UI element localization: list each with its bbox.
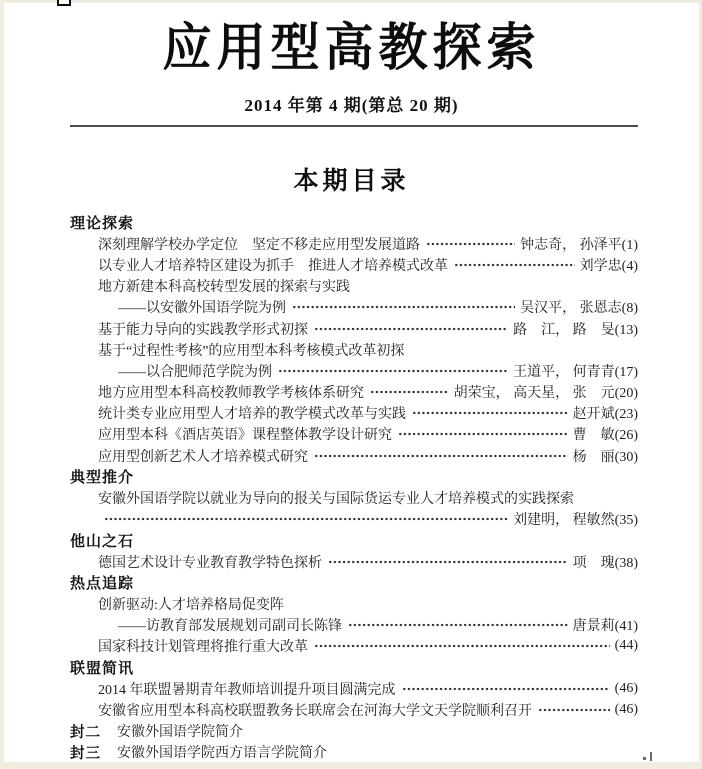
dot-leader	[104, 509, 508, 530]
entry-title: 地方新建本科高校转型发展的探索与实践	[98, 280, 350, 296]
toc-entry	[70, 551, 638, 572]
entry-authors: 曹 敏(26)	[572, 428, 638, 444]
entry-authors: 吴汉平， 张恩志(8)	[520, 301, 638, 317]
dot-leader	[402, 678, 610, 699]
entry-title: 应用型本科《酒店英语》课程整体教学设计研究	[98, 428, 392, 444]
journal-title: 应用型高教探索	[162, 19, 541, 77]
entry-title: 安徽省应用型本科高校联盟教务长联席会在河海大学文天学院顺利召开	[98, 703, 532, 719]
entry-title: 地方应用型本科高校教师教学考核体系研究	[98, 386, 364, 402]
toc-entry	[70, 487, 638, 508]
dot-leader	[292, 297, 515, 318]
dot-leader	[278, 360, 508, 381]
section-heading: 理论探索	[70, 215, 135, 233]
dot-leader	[314, 636, 610, 657]
cover-label: 封三	[70, 745, 101, 762]
entry-title: ——访教育部发展规划司副司长陈锋	[118, 619, 342, 635]
entry-authors: 刘学忠(4)	[579, 258, 638, 274]
cover-label: 封二	[70, 724, 101, 741]
scanned-page	[4, 3, 699, 762]
cover-text: 安徽外国语学院简介	[117, 725, 243, 741]
entry-title: 统计类专业应用型人才培养的教学模式改革与实践	[98, 407, 406, 423]
toc-entry	[70, 254, 638, 275]
issue-line: 2014 年第 4 期(第总 20 期)	[244, 96, 459, 115]
toc-entry	[70, 233, 638, 254]
entry-title: 以专业人才培养特区建设为抓手 推进人才培养模式改革	[98, 258, 448, 274]
scan-artifact-bottom	[643, 757, 646, 760]
entry-authors: (46)	[614, 680, 638, 696]
entry-title: 基于能力导向的实践教学形式初探	[98, 322, 308, 338]
entry-authors: 王道平， 何青青(17)	[513, 364, 638, 380]
entry-title: ——以安徽外国语学院为例	[118, 301, 286, 317]
header-rule	[70, 125, 638, 127]
entry-authors: (44)	[614, 638, 638, 654]
entry-authors: 钟志奇， 孙泽平(1)	[520, 237, 638, 253]
toc-entry	[70, 403, 638, 424]
toc-entry	[70, 678, 638, 699]
section-heading: 典型推介	[70, 469, 135, 487]
toc-entry	[70, 339, 638, 360]
dot-leader	[426, 233, 515, 254]
entry-authors: 杨 丽(30)	[572, 449, 638, 465]
toc-entry	[70, 445, 638, 466]
entry-title: 德国艺术设计专业教育教学特色探析	[98, 555, 322, 571]
entry-title: 国家科技计划管理将推行重大改革	[98, 640, 308, 656]
dot-leader	[412, 403, 568, 424]
section-heading: 他山之石	[70, 532, 135, 550]
dot-leader	[314, 445, 568, 466]
toc-entry	[70, 636, 638, 657]
toc-entry	[70, 509, 638, 530]
toc-body	[70, 212, 638, 763]
entry-title: 深刻理解学校办学定位 坚定不移走应用型发展道路	[98, 237, 420, 253]
entry-authors: (46)	[614, 701, 638, 717]
entry-title: 应用型创新艺术人才培养模式研究	[98, 449, 308, 465]
dot-leader	[314, 318, 508, 339]
toc-entry	[70, 424, 638, 445]
entry-authors: 胡荣宝， 高天星， 张 元(20)	[453, 386, 638, 402]
entry-authors: 刘建明， 程敏然(35)	[513, 513, 638, 529]
section-heading: 热点追踪	[70, 575, 135, 593]
page-edge-artifact-top	[57, 0, 71, 6]
toc-entry	[70, 382, 638, 403]
toc-entry	[70, 360, 638, 381]
entry-authors: 路 江， 路 旻(13)	[513, 322, 638, 338]
scan-artifact-bottom	[650, 752, 652, 761]
toc-entry	[70, 615, 638, 636]
toc-entry	[70, 318, 638, 339]
dot-leader	[348, 615, 568, 636]
entry-title: 基于“过程性考核”的应用型本科考核模式改革初探	[98, 343, 405, 359]
toc-entry	[70, 276, 638, 297]
toc-entry	[70, 593, 638, 614]
dot-leader	[328, 551, 568, 572]
cover-note-row	[70, 721, 638, 742]
entry-authors: 赵开斌(23)	[572, 407, 638, 423]
entry-authors: 唐景莉(41)	[572, 619, 638, 635]
toc-entry	[70, 297, 638, 318]
toc-entry	[70, 699, 638, 720]
entry-title: 创新驱动:人才培养格局促变阵	[98, 597, 284, 613]
entry-authors: 项 瑰(38)	[572, 555, 638, 571]
toc-title: 本期目录	[293, 167, 410, 195]
dot-leader	[454, 254, 575, 275]
dot-leader	[398, 424, 568, 445]
dot-leader	[370, 382, 449, 403]
entry-title: ——以合肥师范学院为例	[118, 364, 272, 380]
entry-title: 2014 年联盟暑期青年教师培训提升项目圆满完成	[98, 682, 396, 698]
cover-note-row	[70, 742, 638, 763]
dot-leader	[538, 699, 610, 720]
entry-title: 安徽外国语学院以就业为导向的报关与国际货运专业人才培养模式的实践探索	[98, 492, 574, 508]
cover-text: 安徽外国语学院西方语言学院简介	[117, 746, 327, 762]
section-heading: 联盟简讯	[70, 660, 135, 678]
